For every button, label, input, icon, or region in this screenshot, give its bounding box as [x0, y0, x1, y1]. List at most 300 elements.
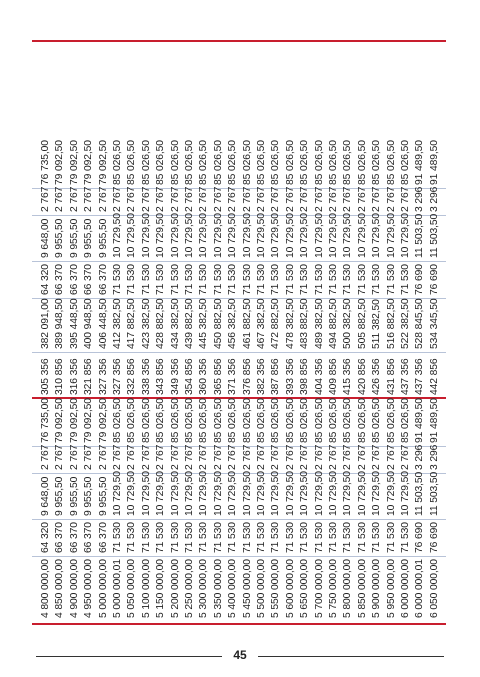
cell-value-f: 10 729,50	[241, 213, 253, 258]
cell-total-b: 400 948,50	[83, 298, 95, 349]
cell-value-a: 71 530	[198, 522, 210, 553]
cell-value-d: 387 856	[270, 358, 282, 395]
cell-total-b: 489 382,50	[313, 298, 325, 349]
cell-value-b: 10 729,50	[140, 471, 152, 516]
cell-amount: 5 050 000,00	[126, 559, 138, 618]
cell-total-b: 511 382,50	[371, 299, 383, 349]
cell-value-g: 2 767	[385, 186, 397, 212]
cell-value-b: 10 729,50	[241, 471, 253, 516]
cell-value-c: 2 767	[356, 444, 368, 470]
cell-value-d: 437 356	[414, 358, 426, 395]
cell-total-b: 467 382,50	[256, 298, 267, 349]
cell-total-b: 439 882,50	[184, 298, 195, 349]
cell-value-d: 332 856	[126, 358, 138, 395]
cell-value-e: 66 370	[54, 264, 66, 295]
cell-total-a: 91 489,50	[414, 398, 426, 443]
cell-value-e: 71 530	[400, 264, 411, 295]
cell-total-a: 85 026,50	[169, 398, 181, 443]
cell-value-f: 10 729,50	[270, 213, 282, 258]
cell-value-f: 10 729,50	[140, 213, 152, 258]
cell-total-a: 85 026,50	[299, 398, 311, 443]
cell-amount: 5 200 000,00	[169, 559, 181, 618]
cell-total-a: 79 092,50	[54, 398, 66, 443]
cell-amount: 4 950 000,00	[83, 559, 95, 618]
cell-amount: 5 800 000,00	[342, 559, 354, 618]
cell-value-a: 71 530	[385, 522, 397, 553]
cell-total-b: 505 882,50	[356, 298, 368, 349]
cell-total-c: 85 026,50	[227, 140, 239, 185]
cell-value-g: 2 767	[68, 186, 80, 212]
cell-value-b: 11 503,50	[428, 471, 440, 516]
cell-value-d: 327 356	[112, 358, 123, 395]
cell-total-a: 85 026,50	[313, 398, 325, 443]
cell-amount: 4 850 000,00	[54, 559, 66, 618]
cell-total-a: 85 026,50	[256, 398, 267, 443]
cell-value-a: 71 530	[140, 522, 152, 553]
cell-value-e: 71 530	[270, 264, 282, 295]
cell-value-c: 3 296	[414, 444, 426, 470]
cell-value-c: 2 767	[126, 444, 138, 470]
cell-value-f: 10 729,50	[313, 213, 325, 258]
cell-value-a: 71 530	[400, 522, 411, 553]
cell-value-e: 71 530	[198, 264, 210, 295]
cell-value-c: 2 767	[68, 444, 80, 470]
cell-amount: 5 000 000,01	[112, 559, 123, 618]
cell-value-g: 2 767	[270, 186, 282, 212]
cell-total-a: 85 026,50	[184, 398, 195, 443]
cell-total-c: 85 026,50	[284, 140, 296, 185]
cell-value-d: 343 856	[155, 358, 167, 395]
cell-total-b: 417 882,50	[126, 298, 138, 349]
cell-value-f: 10 729,50	[256, 213, 267, 258]
cell-value-f: 10 729,50	[371, 213, 383, 258]
cell-value-c: 2 767	[169, 444, 181, 470]
cell-value-f: 10 729,50	[356, 213, 368, 258]
cell-value-a: 66 370	[54, 522, 66, 553]
cell-value-g: 2 767	[184, 186, 195, 212]
cell-value-c: 2 767	[83, 444, 95, 470]
cell-total-c: 85 026,50	[356, 140, 368, 185]
cell-value-g: 2 767	[97, 186, 109, 212]
cell-value-d: 376 856	[241, 358, 253, 395]
cell-value-b: 10 729,50	[371, 471, 383, 516]
cell-value-e: 76 690	[428, 264, 440, 295]
cell-amount: 5 000 000,00	[97, 559, 109, 618]
cell-value-a: 66 370	[83, 522, 95, 553]
cell-value-e: 71 530	[313, 264, 325, 295]
cell-value-c: 3 296	[428, 444, 440, 470]
cell-value-f: 10 729,50	[112, 213, 123, 258]
cell-total-c: 91 489,50	[428, 140, 440, 185]
cell-value-f: 10 729,50	[155, 213, 167, 258]
cell-total-a: 85 026,50	[328, 398, 339, 443]
cell-value-c: 2 767	[313, 444, 325, 470]
cell-value-c: 2 767	[284, 444, 296, 470]
cell-value-g: 2 767	[212, 186, 224, 212]
cell-value-b: 10 729,50	[112, 471, 123, 516]
cell-value-d: 371 356	[227, 358, 239, 395]
cell-value-c: 2 767	[140, 444, 152, 470]
cell-value-b: 10 729,50	[385, 471, 397, 516]
cell-value-b: 10 729,50	[227, 471, 239, 516]
cell-total-c: 85 026,50	[184, 140, 195, 185]
cell-value-c: 2 767	[54, 444, 66, 470]
cell-value-b: 9 955,50	[97, 476, 109, 516]
cell-value-f: 10 729,50	[212, 213, 224, 258]
cell-total-c: 85 026,50	[328, 140, 339, 185]
cell-total-c: 85 026,50	[155, 140, 167, 185]
cell-value-a: 71 530	[342, 522, 354, 553]
cell-value-f: 10 729,50	[126, 213, 138, 258]
cell-amount: 4 800 000,00	[40, 559, 51, 618]
cell-total-c: 85 026,50	[126, 140, 138, 185]
cell-value-f: 10 729,50	[284, 213, 296, 258]
cell-amount: 5 550 000,00	[270, 559, 282, 618]
cell-value-e: 71 530	[112, 264, 123, 295]
cell-total-b: 516 882,50	[385, 298, 397, 349]
cell-value-e: 71 530	[126, 264, 138, 295]
cell-value-d: 409 856	[328, 358, 339, 395]
cell-total-b: 434 382,50	[169, 298, 181, 349]
cell-value-c: 2 767	[198, 444, 210, 470]
column-divider	[32, 519, 446, 520]
cell-value-g: 2 767	[83, 186, 95, 212]
cell-value-b: 9 955,50	[83, 476, 95, 516]
cell-value-f: 10 729,50	[227, 213, 239, 258]
cell-total-a: 85 026,50	[342, 398, 354, 443]
cell-value-g: 2 767	[140, 186, 152, 212]
cell-value-a: 71 530	[184, 522, 195, 553]
cell-value-g: 2 767	[356, 186, 368, 212]
cell-total-a: 91 489,50	[428, 398, 440, 443]
cell-total-a: 79 092,50	[83, 398, 95, 443]
cell-value-f: 10 729,50	[184, 213, 195, 258]
cell-total-b: 483 882,50	[299, 298, 311, 349]
cell-total-b: 500 382,50	[342, 298, 354, 349]
cell-value-b: 9 955,50	[68, 476, 80, 516]
cell-value-d: 327 356	[97, 358, 109, 395]
cell-value-g: 2 767	[256, 186, 267, 212]
cell-value-e: 71 530	[241, 264, 253, 295]
cell-total-c: 85 026,50	[371, 140, 383, 185]
cell-value-g: 2 767	[400, 186, 411, 212]
cell-amount: 5 150 000,00	[155, 559, 167, 618]
cell-value-g: 2 767	[342, 186, 354, 212]
cell-amount: 5 300 000,00	[198, 559, 210, 618]
cell-total-a: 85 026,50	[371, 398, 383, 443]
cell-value-e: 76 690	[414, 264, 426, 295]
cell-value-d: 393 356	[284, 358, 296, 395]
cell-total-c: 79 092,50	[54, 140, 66, 185]
cell-value-c: 2 767	[328, 444, 339, 470]
cell-total-c: 85 026,50	[342, 140, 354, 185]
cell-amount: 6 000 000,01	[414, 559, 426, 618]
cell-value-e: 66 370	[97, 264, 109, 295]
cell-value-a: 71 530	[256, 522, 267, 553]
cell-total-c: 85 026,50	[256, 140, 267, 185]
cell-value-a: 64 320	[40, 522, 51, 553]
cell-value-f: 9 955,50	[68, 218, 80, 258]
cell-value-f: 9 648,00	[40, 218, 51, 258]
cell-value-b: 10 729,50	[284, 471, 296, 516]
cell-value-d: 382 356	[256, 358, 267, 395]
cell-value-f: 9 955,50	[83, 218, 95, 258]
cell-value-g: 2 767	[241, 186, 253, 212]
rate-table	[32, 40, 446, 625]
cell-total-a: 85 026,50	[284, 398, 296, 443]
cell-value-e: 71 530	[140, 264, 152, 295]
cell-value-b: 10 729,50	[126, 471, 138, 516]
cell-value-b: 9 648,00	[40, 476, 51, 516]
cell-value-e: 64 320	[40, 264, 51, 295]
cell-value-d: 360 356	[198, 358, 210, 395]
cell-total-c: 85 026,50	[140, 140, 152, 185]
cell-value-g: 2 767	[313, 186, 325, 212]
cell-total-c: 85 026,50	[385, 140, 397, 185]
cell-value-c: 2 767	[385, 444, 397, 470]
cell-value-g: 2 767	[126, 186, 138, 212]
page-number: 45	[233, 648, 247, 662]
cell-value-b: 10 729,50	[270, 471, 282, 516]
cell-value-d: 404 356	[313, 358, 325, 395]
cell-value-d: 398 856	[299, 358, 311, 395]
cell-total-c: 91 489,50	[414, 140, 426, 185]
cell-value-g: 2 767	[169, 186, 181, 212]
cell-value-f: 10 729,50	[328, 213, 339, 258]
cell-value-a: 71 530	[155, 522, 167, 553]
cell-total-c: 85 026,50	[270, 140, 282, 185]
cell-amount: 5 400 000,00	[227, 559, 239, 618]
cell-value-d: 354 856	[184, 358, 195, 395]
cell-total-c: 85 026,50	[241, 140, 253, 185]
cell-value-d: 437 356	[400, 358, 411, 395]
cell-value-c: 2 767	[256, 444, 267, 470]
cell-value-c: 2 767	[212, 444, 224, 470]
cell-total-a: 85 026,50	[270, 398, 282, 443]
cell-total-c: 85 026,50	[313, 140, 325, 185]
cell-value-d: 442 856	[428, 358, 440, 395]
cell-value-d: 415 356	[342, 358, 354, 395]
cell-total-c: 79 092,50	[83, 140, 95, 185]
cell-total-c: 85 026,50	[212, 140, 224, 185]
cell-total-b: 522 382,50	[400, 298, 411, 349]
cell-value-b: 10 729,50	[184, 471, 195, 516]
cell-value-f: 10 729,50	[169, 213, 181, 258]
cell-value-e: 71 530	[184, 264, 195, 295]
cell-value-d: 305 356	[40, 358, 51, 395]
cell-value-g: 2 767	[40, 186, 51, 212]
cell-total-a: 85 026,50	[140, 398, 152, 443]
cell-total-a: 85 026,50	[400, 398, 411, 443]
cell-value-d: 310 856	[54, 358, 66, 395]
cell-value-g: 3 296	[428, 186, 440, 212]
cell-total-a: 85 026,50	[241, 398, 253, 443]
cell-value-c: 2 767	[400, 444, 411, 470]
cell-total-b: 423 382,50	[140, 298, 152, 349]
cell-value-a: 71 530	[241, 522, 253, 553]
cell-value-a: 76 690	[414, 522, 426, 553]
cell-value-f: 10 729,50	[400, 213, 411, 258]
cell-total-a: 85 026,50	[227, 398, 239, 443]
cell-value-c: 2 767	[371, 444, 383, 470]
cell-value-a: 71 530	[328, 522, 339, 553]
cell-value-b: 10 729,50	[155, 471, 167, 516]
cell-total-a: 85 026,50	[212, 398, 224, 443]
cell-value-a: 71 530	[112, 522, 123, 553]
cell-amount: 5 900 000,00	[371, 559, 383, 618]
cell-total-a: 79 092,50	[68, 398, 80, 443]
cell-value-f: 10 729,50	[342, 213, 354, 258]
cell-total-b: 450 882,50	[212, 298, 224, 349]
cell-total-a: 85 026,50	[112, 398, 123, 443]
cell-value-a: 71 530	[212, 522, 224, 553]
cell-value-e: 71 530	[256, 264, 267, 295]
cell-amount: 5 500 000,00	[256, 559, 267, 618]
cell-value-c: 2 767	[40, 444, 51, 470]
cell-amount: 6 050 000,00	[428, 559, 440, 618]
cell-total-b: 478 382,50	[284, 298, 296, 349]
cell-total-a: 79 092,50	[97, 398, 109, 443]
cell-value-c: 2 767	[97, 444, 109, 470]
cell-value-e: 71 530	[155, 264, 167, 295]
cell-amount: 5 350 000,00	[212, 559, 224, 618]
cell-total-a: 85 026,50	[155, 398, 167, 443]
cell-value-c: 2 767	[184, 444, 195, 470]
cell-amount: 4 900 000,00	[68, 559, 80, 618]
cell-amount: 5 750 000,00	[328, 559, 339, 618]
cell-value-e: 66 370	[68, 264, 80, 295]
cell-value-e: 71 530	[227, 264, 239, 295]
cell-total-c: 79 092,50	[68, 140, 80, 185]
cell-total-b: 528 845,50	[414, 298, 426, 349]
cell-value-a: 71 530	[299, 522, 311, 553]
cell-total-b: 406 448,50	[97, 298, 109, 349]
cell-value-e: 71 530	[299, 264, 311, 295]
column-divider	[32, 352, 446, 353]
cell-value-a: 71 530	[284, 522, 296, 553]
cell-value-b: 9 955,50	[54, 476, 66, 516]
cell-value-e: 71 530	[212, 264, 224, 295]
cell-total-b: 445 382,50	[198, 298, 210, 349]
cell-value-a: 71 530	[371, 522, 383, 553]
cell-amount: 5 250 000,00	[184, 559, 195, 618]
cell-value-d: 420 856	[356, 358, 368, 395]
cell-value-c: 2 767	[241, 444, 253, 470]
cell-total-b: 389 948,50	[54, 298, 66, 349]
cell-value-b: 10 729,50	[169, 471, 181, 516]
cell-value-b: 11 503,50	[414, 471, 426, 516]
cell-value-b: 10 729,50	[400, 471, 411, 516]
cell-total-c: 85 026,50	[169, 140, 181, 185]
cell-value-b: 10 729,50	[328, 471, 339, 516]
cell-total-b: 472 882,50	[270, 298, 282, 349]
cell-total-a: 85 026,50	[356, 398, 368, 443]
cell-total-b: 456 382,50	[227, 298, 239, 349]
cell-total-a: 85 026,50	[126, 398, 138, 443]
cell-value-a: 71 530	[169, 522, 181, 553]
cell-value-d: 338 356	[140, 358, 152, 395]
cell-value-f: 10 729,50	[198, 213, 210, 258]
cell-total-c: 76 735,00	[40, 140, 51, 185]
cell-value-a: 71 530	[270, 522, 282, 553]
cell-amount: 5 100 000,00	[140, 559, 152, 618]
cell-total-b: 395 448,50	[68, 298, 80, 349]
cell-amount: 5 650 000,00	[299, 559, 311, 618]
cell-total-b: 461 882,50	[241, 298, 253, 349]
footer-rule-left	[36, 656, 222, 657]
column-divider	[32, 261, 446, 262]
cell-total-a: 76 735,00	[40, 398, 51, 443]
cell-value-c: 2 767	[112, 444, 123, 470]
cell-amount: 5 450 000,00	[241, 559, 253, 618]
cell-value-g: 2 767	[112, 186, 123, 212]
cell-total-b: 382 091,00	[40, 298, 51, 349]
cell-value-d: 321 856	[83, 358, 95, 395]
cell-value-e: 71 530	[356, 264, 368, 295]
cell-total-c: 85 026,50	[112, 140, 123, 185]
cell-value-f: 11 503,50	[414, 213, 426, 258]
column-divider	[32, 556, 446, 557]
cell-value-g: 2 767	[155, 186, 167, 212]
cell-value-a: 76 690	[428, 522, 440, 553]
cell-value-f: 9 955,50	[54, 218, 66, 258]
cell-value-f: 10 729,50	[299, 213, 311, 258]
cell-total-a: 85 026,50	[385, 398, 397, 443]
cell-value-f: 10 729,50	[385, 213, 397, 258]
cell-value-g: 2 767	[284, 186, 296, 212]
cell-value-b: 10 729,50	[299, 471, 311, 516]
cell-value-g: 2 767	[371, 186, 383, 212]
cell-value-b: 10 729,50	[313, 471, 325, 516]
cell-value-a: 66 370	[97, 522, 109, 553]
cell-value-c: 2 767	[270, 444, 282, 470]
cell-value-d: 365 856	[212, 358, 224, 395]
cell-value-d: 316 356	[68, 358, 80, 395]
cell-value-e: 71 530	[328, 264, 339, 295]
cell-value-e: 71 530	[169, 264, 181, 295]
cell-total-a: 85 026,50	[198, 398, 210, 443]
cell-value-e: 66 370	[83, 264, 95, 295]
cell-value-e: 71 530	[284, 264, 296, 295]
cell-total-c: 85 026,50	[198, 140, 210, 185]
cell-value-a: 71 530	[227, 522, 239, 553]
cell-value-g: 3 296	[414, 186, 426, 212]
cell-value-g: 2 767	[198, 186, 210, 212]
footer-rule-right	[258, 656, 444, 657]
cell-value-c: 2 767	[342, 444, 354, 470]
cell-total-b: 534 345,50	[428, 298, 440, 349]
cell-value-c: 2 767	[299, 444, 311, 470]
cell-value-g: 2 767	[299, 186, 311, 212]
cell-value-b: 10 729,50	[198, 471, 210, 516]
cell-value-d: 349 356	[169, 358, 181, 395]
cell-value-c: 2 767	[227, 444, 239, 470]
cell-value-b: 10 729,50	[212, 471, 224, 516]
cell-value-g: 2 767	[227, 186, 239, 212]
cell-amount: 5 950 000,00	[385, 559, 397, 618]
cell-value-e: 71 530	[371, 264, 383, 295]
cell-amount: 6 000 000,00	[400, 559, 411, 618]
cell-value-a: 71 530	[126, 522, 138, 553]
cell-value-g: 2 767	[328, 186, 339, 212]
cell-value-d: 431 856	[385, 358, 397, 395]
cell-amount: 5 600 000,00	[284, 559, 296, 618]
cell-value-f: 9 955,50	[97, 218, 109, 258]
cell-value-c: 2 767	[155, 444, 167, 470]
cell-amount: 5 700 000,00	[313, 559, 325, 618]
rotated-table-container	[32, 40, 446, 625]
cell-value-a: 71 530	[356, 522, 368, 553]
